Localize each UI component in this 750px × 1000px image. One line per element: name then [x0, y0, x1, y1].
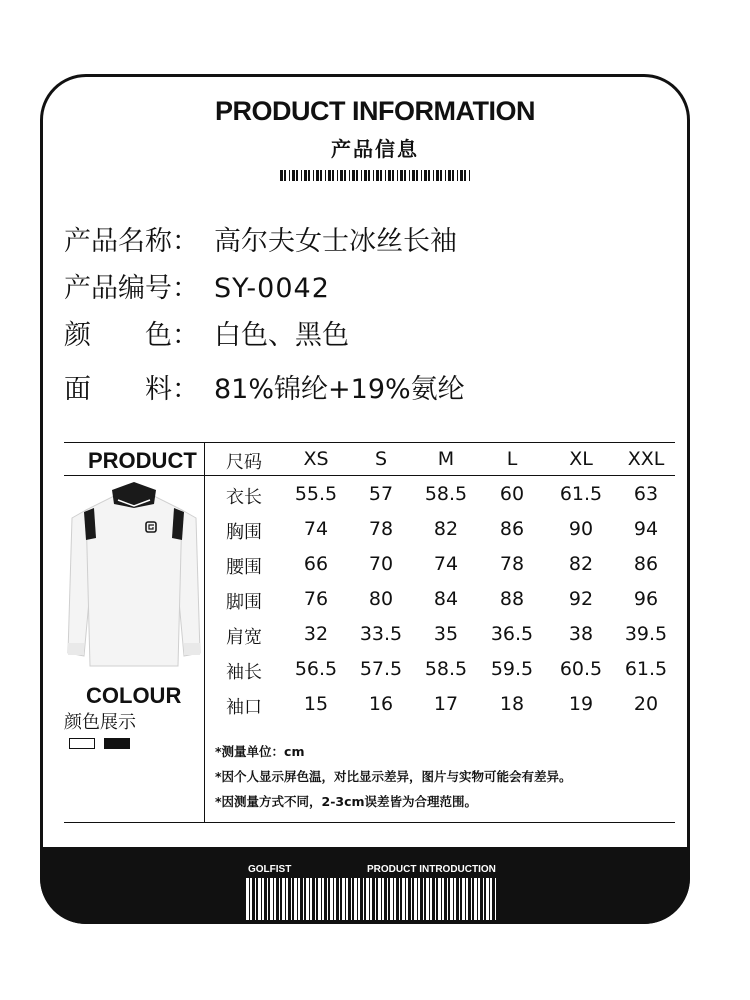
size-header-cell: XXL [627, 448, 665, 470]
barcode-bar [438, 878, 441, 920]
barcode-bar [483, 878, 484, 920]
barcode-bar [466, 878, 468, 920]
table-cell: 58.5 [424, 658, 468, 680]
barcode-bar [315, 878, 316, 920]
barcode-bar [316, 170, 319, 181]
barcode-bar [330, 878, 333, 920]
barcode-bar [450, 878, 453, 920]
barcode-bar [344, 170, 346, 181]
barcode-bar [392, 170, 394, 181]
barcode-bar [322, 878, 324, 920]
table-cell: 61.5 [624, 658, 668, 680]
table-cell: 35 [433, 623, 459, 645]
measure-label: 袖口 [226, 697, 262, 718]
table-cell: 96 [633, 588, 659, 610]
barcode-bar [421, 170, 422, 181]
table-cell: 63 [633, 483, 659, 505]
barcode-bar [411, 878, 412, 920]
size-header-cell: L [506, 448, 518, 470]
table-cell: 61.5 [559, 483, 603, 505]
barcode-bar [448, 170, 451, 181]
table-cell: 66 [303, 553, 329, 575]
barcode-bar [303, 878, 304, 920]
barcode-bar [460, 170, 463, 181]
barcode-bar [375, 878, 376, 920]
barcode-bar [313, 170, 314, 181]
barcode-bar [352, 170, 355, 181]
measure-label: 肩宽 [226, 627, 262, 648]
info-label: 面 料： [64, 374, 199, 405]
info-row-color [64, 313, 349, 352]
barcode-bar [440, 170, 442, 181]
info-value: 高尔夫女士冰丝长袖 [214, 226, 457, 257]
barcode-bar [279, 878, 280, 920]
barcode-bar [430, 878, 432, 920]
barcode-bar [409, 170, 410, 181]
table-cell: 18 [499, 693, 525, 715]
barcode-bar [301, 170, 302, 181]
barcode-bar [351, 878, 352, 920]
shirt-collar [112, 482, 156, 508]
table-cell: 84 [433, 588, 459, 610]
barcode-bar [378, 878, 381, 920]
barcode-bar [250, 878, 252, 920]
barcode-bar [270, 878, 273, 920]
barcode-bar [298, 878, 300, 920]
table-cell: 56.5 [294, 658, 338, 680]
swatch-white [69, 738, 95, 749]
barcode-bar [318, 878, 321, 920]
measure-label: 腰围 [226, 557, 262, 578]
table-cell: 88 [499, 588, 525, 610]
barcode-bar [327, 878, 328, 920]
barcode-bar [435, 878, 436, 920]
barcode-bar [412, 170, 415, 181]
barcode-bar [406, 878, 408, 920]
table-cell: 33.5 [359, 623, 403, 645]
barcode-bar [342, 878, 345, 920]
barcode-bar [388, 170, 391, 181]
barcode-bar [418, 878, 420, 920]
barcode-bar [356, 170, 358, 181]
barcode-bar [400, 170, 403, 181]
table-header-rule [64, 475, 675, 476]
polo-shirt-image [66, 478, 202, 678]
barcode-bar [363, 878, 364, 920]
footer-barcode-icon [246, 878, 496, 920]
table-cell: 90 [568, 518, 594, 540]
barcode-bar [469, 170, 470, 181]
barcode-bar [436, 170, 439, 181]
barcode-bar [282, 878, 285, 920]
barcode-bar [294, 878, 297, 920]
barcode-bar [402, 878, 405, 920]
measure-label: 袖长 [226, 662, 262, 683]
barcode-bar [457, 170, 458, 181]
barcode-bar [306, 878, 309, 920]
barcode-bar [304, 170, 307, 181]
barcode-bar [320, 170, 322, 181]
barcode-bar [474, 878, 477, 920]
barcode-bar [442, 878, 444, 920]
barcode-bar [459, 878, 460, 920]
barcode-bar [370, 878, 372, 920]
barcode-bar [361, 170, 362, 181]
table-cell: 32 [303, 623, 329, 645]
table-cell: 55.5 [294, 483, 338, 505]
footer-intro: PRODUCT INTRODUCTION [367, 864, 496, 875]
note-tolerance: *因测量方式不同，2-3cm误差皆为合理范围。 [215, 794, 478, 809]
info-row-name [64, 219, 457, 258]
table-cell: 92 [568, 588, 594, 610]
measure-label: 脚围 [226, 592, 262, 613]
barcode-bar [445, 170, 446, 181]
barcode-bar [423, 878, 424, 920]
table-cell: 74 [433, 553, 459, 575]
size-header-cell: M [437, 448, 455, 470]
barcode-bar [358, 878, 360, 920]
barcode-bar [471, 878, 472, 920]
table-cell: 39.5 [624, 623, 668, 645]
info-label: 产品名称： [64, 226, 199, 257]
measure-label: 衣长 [226, 487, 262, 508]
table-cell: 86 [633, 553, 659, 575]
table-cell: 80 [368, 588, 394, 610]
size-header-cell: XL [569, 448, 593, 470]
measure-label: 胸围 [226, 522, 262, 543]
barcode-bar [310, 878, 312, 920]
table-cell: 38 [568, 623, 594, 645]
note-unit: *测量单位：cm [215, 744, 305, 759]
barcode-bar [447, 878, 448, 920]
barcode-bar [280, 170, 283, 181]
table-cell: 94 [633, 518, 659, 540]
table-cell: 57.5 [359, 658, 403, 680]
barcode-bar [258, 878, 261, 920]
barcode-bar [340, 170, 343, 181]
note-color-diff: *因个人显示屏色温，对比显示差异，图片与实物可能会有差异。 [215, 769, 572, 784]
table-cell: 60 [499, 483, 525, 505]
barcode-bar [452, 170, 454, 181]
barcode-bar [334, 878, 336, 920]
swatch-black [104, 738, 130, 749]
table-cell: 57 [368, 483, 394, 505]
barcode-bar [385, 170, 386, 181]
barcode-bar [387, 878, 388, 920]
barcode-bar [262, 878, 264, 920]
barcode-bar [255, 878, 256, 920]
barcode-bar [291, 878, 292, 920]
barcode-bar [495, 878, 496, 920]
table-cell: 76 [303, 588, 329, 610]
barcode-bar [382, 878, 384, 920]
shirt-trim-left [84, 508, 96, 540]
info-value: 白色、黑色 [214, 320, 349, 351]
barcode-bar [486, 878, 489, 920]
barcode-bar [373, 170, 374, 181]
table-cell: 82 [568, 553, 594, 575]
table-cell: 15 [303, 693, 329, 715]
header-barcode-icon [280, 170, 470, 181]
barcode-bar [380, 170, 382, 181]
table-divider [204, 442, 205, 822]
info-row-code [64, 266, 330, 305]
barcode-bar [397, 170, 398, 181]
table-cell: 78 [368, 518, 394, 540]
barcode-bar [399, 878, 400, 920]
colour-title: COLOUR [86, 683, 182, 708]
barcode-bar [354, 878, 357, 920]
table-cell: 78 [499, 553, 525, 575]
barcode-bar [376, 170, 379, 181]
barcode-bar [462, 878, 465, 920]
barcode-bar [289, 170, 290, 181]
barcode-bar [424, 170, 427, 181]
size-header-label: 尺码 [226, 452, 262, 473]
barcode-bar [337, 170, 338, 181]
info-label: 颜 色： [64, 320, 199, 351]
barcode-bar [328, 170, 331, 181]
page-subtitle: 产品信息 [331, 137, 419, 161]
colour-subtitle: 颜色展示 [64, 712, 136, 733]
table-bottom-rule [64, 822, 675, 823]
table-cell: 19 [568, 693, 594, 715]
barcode-bar [428, 170, 430, 181]
barcode-bar [284, 170, 286, 181]
barcode-bar [414, 878, 417, 920]
barcode-bar [426, 878, 429, 920]
size-header-cell: S [374, 448, 388, 470]
barcode-bar [308, 170, 310, 181]
barcode-bar [366, 878, 369, 920]
barcode-bar [292, 170, 295, 181]
table-cell: 17 [433, 693, 459, 715]
barcode-bar [394, 878, 396, 920]
barcode-bar [274, 878, 276, 920]
product-header: PRODUCT [88, 448, 197, 473]
info-value: SY-0042 [214, 273, 330, 304]
size-header-cell: XS [303, 448, 329, 470]
info-label: 产品编号： [64, 273, 199, 304]
table-cell: 70 [368, 553, 394, 575]
barcode-bar [404, 170, 406, 181]
table-cell: 74 [303, 518, 329, 540]
barcode-bar [339, 878, 340, 920]
table-cell: 86 [499, 518, 525, 540]
table-cell: 16 [368, 693, 394, 715]
table-cell: 60.5 [559, 658, 603, 680]
barcode-bar [364, 170, 367, 181]
table-cell: 58.5 [424, 483, 468, 505]
info-row-fabric [64, 367, 465, 406]
barcode-bar [368, 170, 370, 181]
barcode-bar [325, 170, 326, 181]
table-cell: 36.5 [490, 623, 534, 645]
barcode-bar [454, 878, 456, 920]
barcode-bar [286, 878, 288, 920]
info-value: 81%锦纶+19%氨纶 [214, 374, 465, 405]
barcode-bar [296, 170, 298, 181]
shirt-trim-right [172, 508, 184, 540]
barcode-bar [433, 170, 434, 181]
table-top-rule [64, 442, 675, 443]
page-title: PRODUCT INFORMATION [215, 96, 535, 126]
table-cell: 20 [633, 693, 659, 715]
barcode-bar [416, 170, 418, 181]
barcode-bar [490, 878, 492, 920]
barcode-bar [464, 170, 466, 181]
table-cell: 82 [433, 518, 459, 540]
barcode-bar [390, 878, 393, 920]
barcode-bar [246, 878, 249, 920]
barcode-bar [349, 170, 350, 181]
barcode-bar [478, 878, 480, 920]
barcode-bar [332, 170, 334, 181]
table-cell: 59.5 [490, 658, 534, 680]
footer-brand: GOLFIST [248, 864, 292, 875]
barcode-bar [346, 878, 348, 920]
barcode-bar [267, 878, 268, 920]
